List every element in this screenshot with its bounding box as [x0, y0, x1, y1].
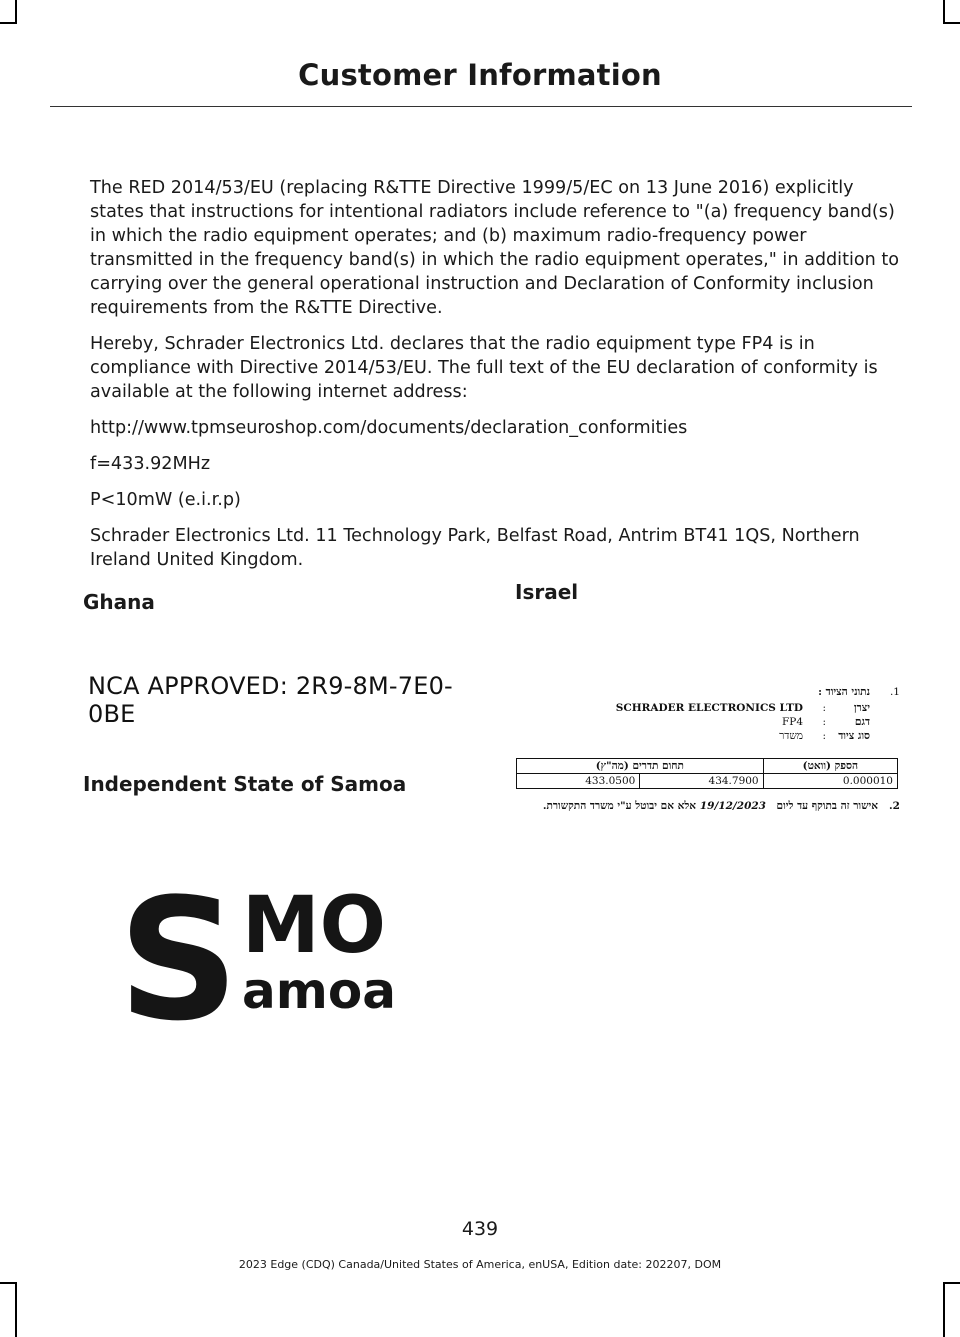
crop-mark	[15, 1282, 17, 1337]
israel-line1-num: .1	[889, 686, 900, 698]
crop-mark	[943, 1282, 960, 1284]
paragraph-declaration: Hereby, Schrader Electronics Ltd. declares that the radio equipment type FP4 is in compliance with Directive 2014/53/EU. The full text of the EU declaration of conformity is available at the following internet address:	[90, 334, 878, 402]
israel-manufacturer-label: יצרן	[853, 702, 870, 714]
crop-mark	[0, 22, 17, 24]
israel-manufacturer-value: SCHRADER ELECTRONICS LTD	[615, 702, 803, 714]
israel-table-header-range: תחום תדרים (מה"ץ)	[517, 759, 764, 774]
nca-approval-label: NCA APPROVED: 2R9-8M-7E0-0BE	[88, 672, 453, 728]
israel-validity-text: אישור זה בתוקף עד ליום	[776, 800, 878, 812]
israel-freq-low: 433.0500	[517, 774, 640, 789]
samoa-approval-logo	[118, 880, 428, 1030]
crop-mark	[0, 1282, 17, 1284]
israel-frequency-table	[516, 758, 898, 789]
frequency-value: f=433.92MHz	[90, 454, 211, 474]
israel-heading: Israel	[515, 580, 579, 604]
declaration-url: http://www.tpmseuroshop.com/documents/declaration_conformities	[90, 418, 688, 438]
israel-model-value: FP4	[781, 716, 803, 728]
israel-line2-num: .2	[889, 800, 900, 812]
israel-validity-date: 19/12/2023	[699, 800, 766, 812]
header-divider	[50, 106, 912, 107]
israel-power: 0.000010	[763, 774, 897, 789]
samoa-logo-mo: MO	[242, 881, 386, 971]
body-text	[90, 176, 905, 584]
israel-type-value: משדר	[779, 730, 803, 742]
samoa-heading: Independent State of Samoa	[83, 772, 407, 796]
page-title: Customer Information	[298, 58, 662, 92]
power-value: P<10mW (e.i.r.p)	[90, 490, 241, 510]
israel-freq-high: 434.7900	[640, 774, 763, 789]
crop-mark	[943, 0, 945, 22]
israel-validity-suffix: אלא אם יבוטל ע"י משרד התקשורת.	[542, 800, 696, 812]
paragraph-red-directive: The RED 2014/53/EU (replacing R&TTE Directive 1999/5/EC on 13 June 2016) explicitly states that instructions for intentional radiators include reference to "(a) frequency band(s) in which the radio equipment operates; and (b) maximum radio-frequency power transmitted in the frequency band(s) in which the radio equipment operates," in addition to carrying over the general operational instruction and Declaration of Conformity inclusion requirements from the R&TTE Directive.	[90, 178, 900, 318]
crop-mark	[943, 1282, 945, 1337]
israel-table-header-power: הספק (וואט)	[763, 759, 897, 774]
edition-footer: 2023 Edge (CDQ) Canada/United States of America, enUSA, Edition date: 202207, DOM	[238, 1258, 722, 1271]
israel-model-label: דגם	[854, 716, 870, 728]
manufacturer-address: Schrader Electronics Ltd. 11 Technology Park, Belfast Road, Antrim BT41 1QS, Northern Ireland United Kingdom.	[90, 526, 860, 570]
crop-mark	[15, 0, 17, 22]
israel-approval-certificate: .1 נתוני הציוד : יצרן : SCHRADER ELECTRONICS LTD דגם : FP4 סוג ציוד : משדר תחום תדרים (מה"ץ) הספק (וואט) 433.0500 434.7900 0.000010 .2 אישור זה בתוקף עד ליום 19/12/2023 אלא אם יבוטל ע"י משרד התקשורת.	[516, 682, 908, 822]
samoa-logo-amoa: amoa	[242, 962, 396, 1020]
page-number: 439	[461, 1218, 499, 1240]
samoa-logo-s: S	[118, 880, 239, 1030]
israel-type-label: סוג ציוד	[838, 730, 870, 742]
ghana-heading: Ghana	[83, 590, 155, 614]
crop-mark	[943, 22, 960, 24]
israel-equipment-data-label: נתוני הציוד :	[818, 686, 870, 698]
